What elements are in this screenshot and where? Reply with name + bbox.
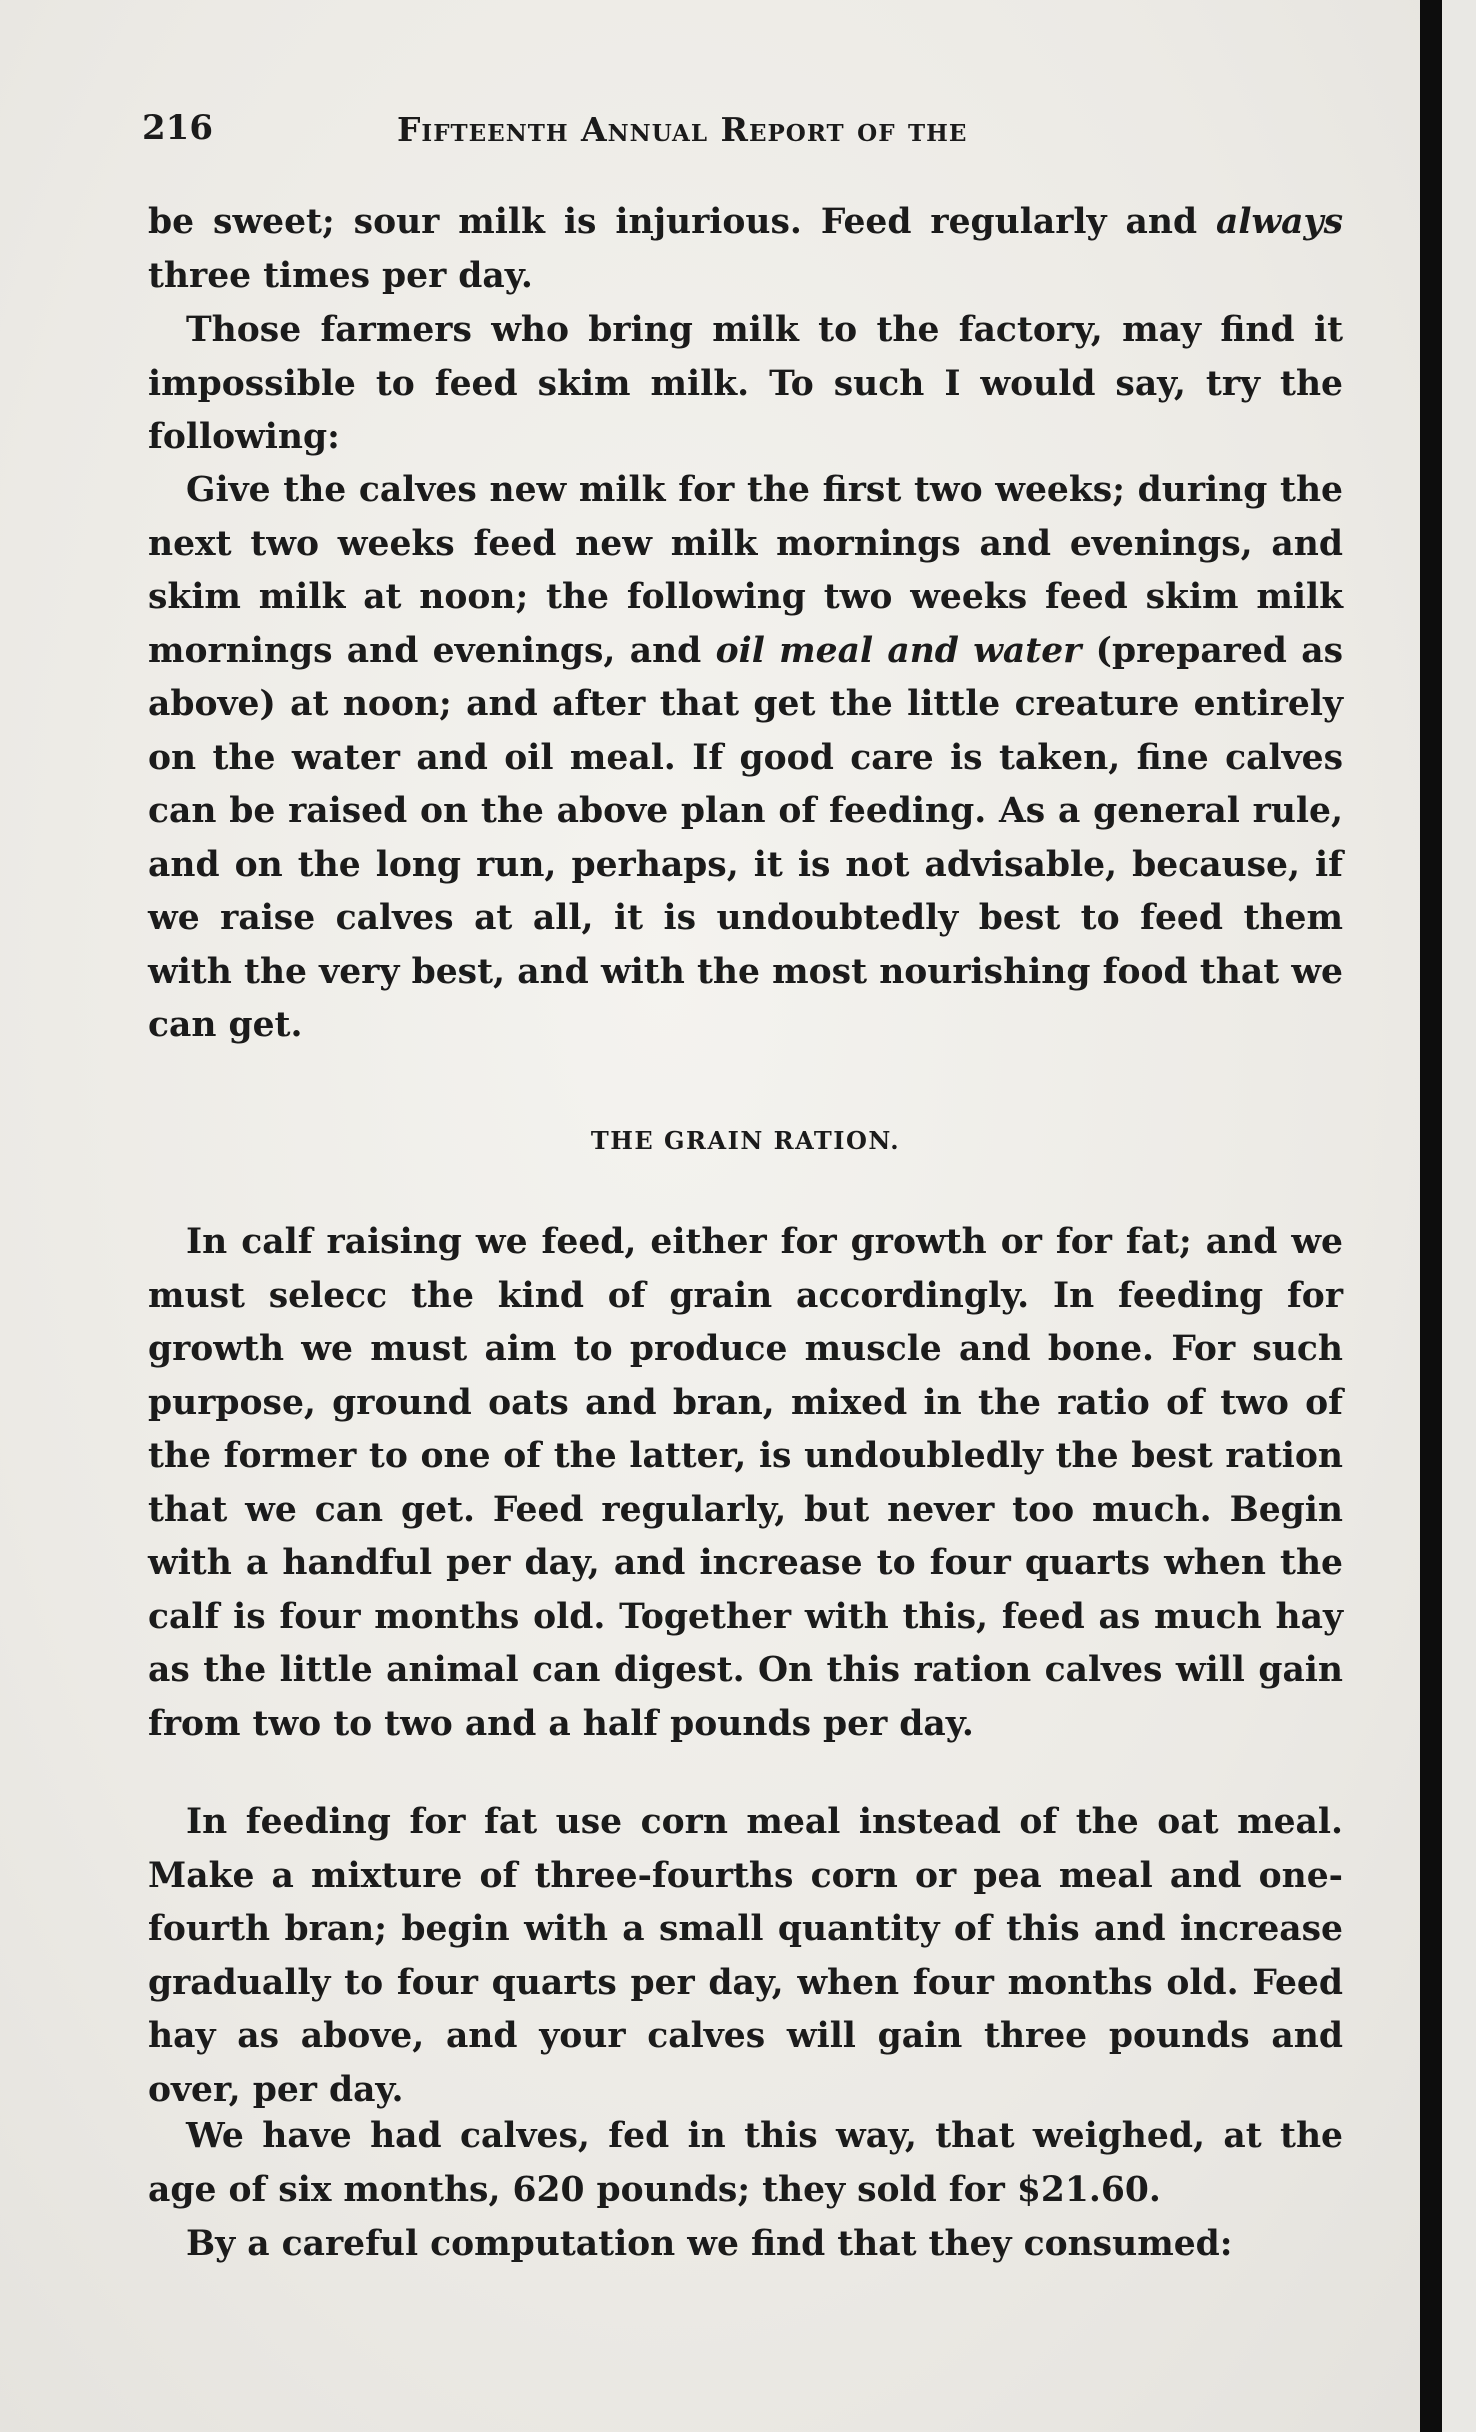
page-margin-edge — [1442, 0, 1476, 2432]
paragraph-text: Give the calves new milk for the first two weeks; during the next two weeks feed new milk mornings and evenings, and skim milk at noon; the following two weeks feed skim milk mornings and evenings, and — [148, 470, 1343, 671]
emphasis-always: always — [1216, 202, 1343, 242]
emphasis-oil-meal: oil meal and water — [715, 630, 1082, 671]
paragraph-factory-farmers: Those farmers who bring milk to the factory, may find it impossible to feed skim milk. To such I would say, try the following: — [148, 310, 1343, 457]
paragraph-computation: By a careful computation we find that they consumed: — [186, 2224, 1233, 2264]
paragraph-text: three times per day. — [148, 255, 533, 296]
paragraph-calf-weights: We have had calves, fed in this way, that weighed, at the age of six months, 620 pounds; they sold for $21.60. — [148, 2116, 1343, 2210]
paragraph-text: be sweet; sour milk is injurious. Feed regularly and — [148, 202, 1217, 242]
book-binding-edge — [1420, 0, 1442, 2432]
section-heading: THE GRAIN RATION. — [590, 1126, 901, 1155]
paragraph-feeding-for-fat: In feeding for fat use corn meal instead of the oat meal. Make a mixture of three-fourths corn or pea meal and one-fourth bran; begin with a small quantity of this and increase gradually to four quarts per day, when four months old. Feed hay as above, and your calves will gain three pounds and over, per day. — [148, 1802, 1343, 2110]
page-header — [142, 108, 1352, 158]
page-number: 216 — [142, 108, 213, 148]
paragraph-text: (prepared as above) at noon; and after that get the little creature entirely on the water and oil meal. If good care is taken, fine calves can be raised on the above plan of feeding. As a general rule, and on the long run, perhaps, it is not advisable, because, if we raise calves at all, it is undoubtedly best to feed them with the very best, and with the most nourishing food that we can get. — [148, 630, 1344, 1045]
running-title: Fifteenth Annual Report of the — [397, 110, 968, 149]
paragraph-feeding-plan — [148, 464, 1343, 1053]
paragraph-calf-raising: In calf raising we feed, either for growth or for fat; and we must selecc the kind of grain accordingly. In feeding for growth we must aim to produce muscle and bone. For such purpose, ground oats and bran, mixed in the ratio of two of the former to one of the latter, is undoubledly the best ration that we can get. Feed regularly, but never too much. Begin with a handful per day, and increase to four quarts when the calf is four months old. Together with this, feed as much hay as the little animal can digest. On this ration calves will gain from two to two and a half pounds per day. — [148, 1222, 1343, 1744]
paragraph-sweet-milk — [148, 196, 1343, 303]
